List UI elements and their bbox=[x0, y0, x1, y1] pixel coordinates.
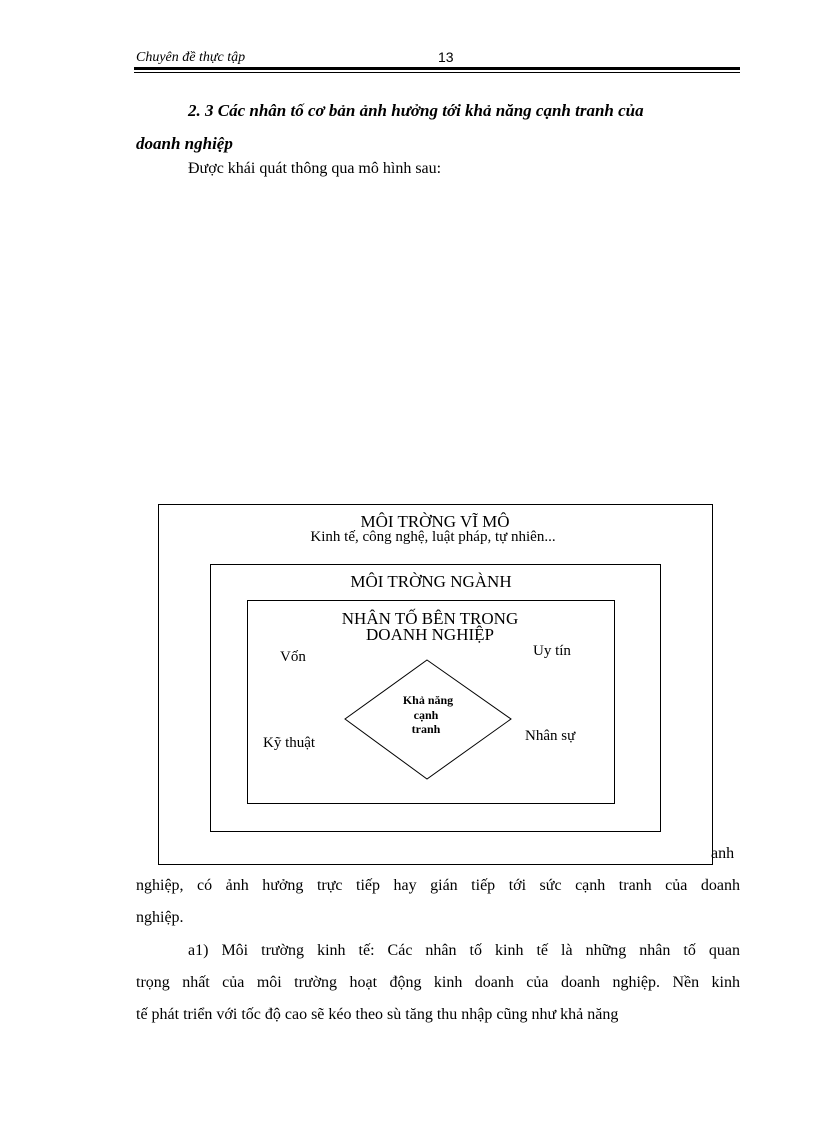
center-label-line3: tranh bbox=[411, 722, 441, 736]
internal-factors-title-line2: DOANH NGHIỆP bbox=[366, 625, 494, 644]
intro-text: Được khái quát thông qua mô hình sau: bbox=[188, 160, 442, 177]
factor-technology: Kỹ thuật bbox=[263, 735, 316, 751]
body-line-1: nghiệp, có ảnh hưởng trực tiếp hay gián tiếp tới sức cạnh tranh của doanh bbox=[136, 877, 740, 894]
body-line-2: nghiệp. bbox=[136, 909, 184, 926]
body-line-4: trọng nhất của môi trường hoạt động kinh doanh của doanh nghiệp. Nền kinh bbox=[136, 974, 740, 991]
page-number: 13 bbox=[438, 49, 454, 65]
body-line-5: tế phát triển với tốc độ cao sẽ kéo theo sù tăng thu nhập cũng như khả năng bbox=[136, 1006, 619, 1023]
factor-capital: Vốn bbox=[280, 649, 306, 665]
header-rule-thick bbox=[134, 67, 740, 70]
body-fragment: anh bbox=[711, 845, 735, 862]
factor-personnel: Nhân sự bbox=[525, 728, 576, 744]
section-heading bbox=[136, 94, 740, 160]
center-label-line1: Khả năng bbox=[402, 693, 454, 707]
center-label-line2: cạnh bbox=[413, 708, 439, 722]
macro-environment-subtitle: Kinh tế, công nghệ, luật pháp, tự nhiên... bbox=[310, 529, 556, 545]
macro-environment-title: MÔI TRỜNG VĨ MÔ bbox=[360, 512, 510, 531]
factor-reputation: Uy tín bbox=[533, 643, 571, 659]
internal-factors-title-line1: NHÂN TỐ BÊN TRONG bbox=[341, 609, 519, 628]
section-heading-line2: doanh nghiệp bbox=[136, 134, 233, 153]
industry-environment-title: MÔI TRỜNG NGÀNH bbox=[350, 572, 512, 591]
body-line-3: a1) Môi trường kinh tế: Các nhân tố kinh tế là những nhân tố quan bbox=[188, 942, 740, 959]
header-title: Chuyên đề thực tập bbox=[136, 50, 246, 65]
section-heading-line1: 2. 3 Các nhân tố cơ bản ảnh hưởng tới khả năng cạnh tranh của bbox=[188, 101, 644, 120]
header-rule-thin bbox=[134, 72, 740, 73]
